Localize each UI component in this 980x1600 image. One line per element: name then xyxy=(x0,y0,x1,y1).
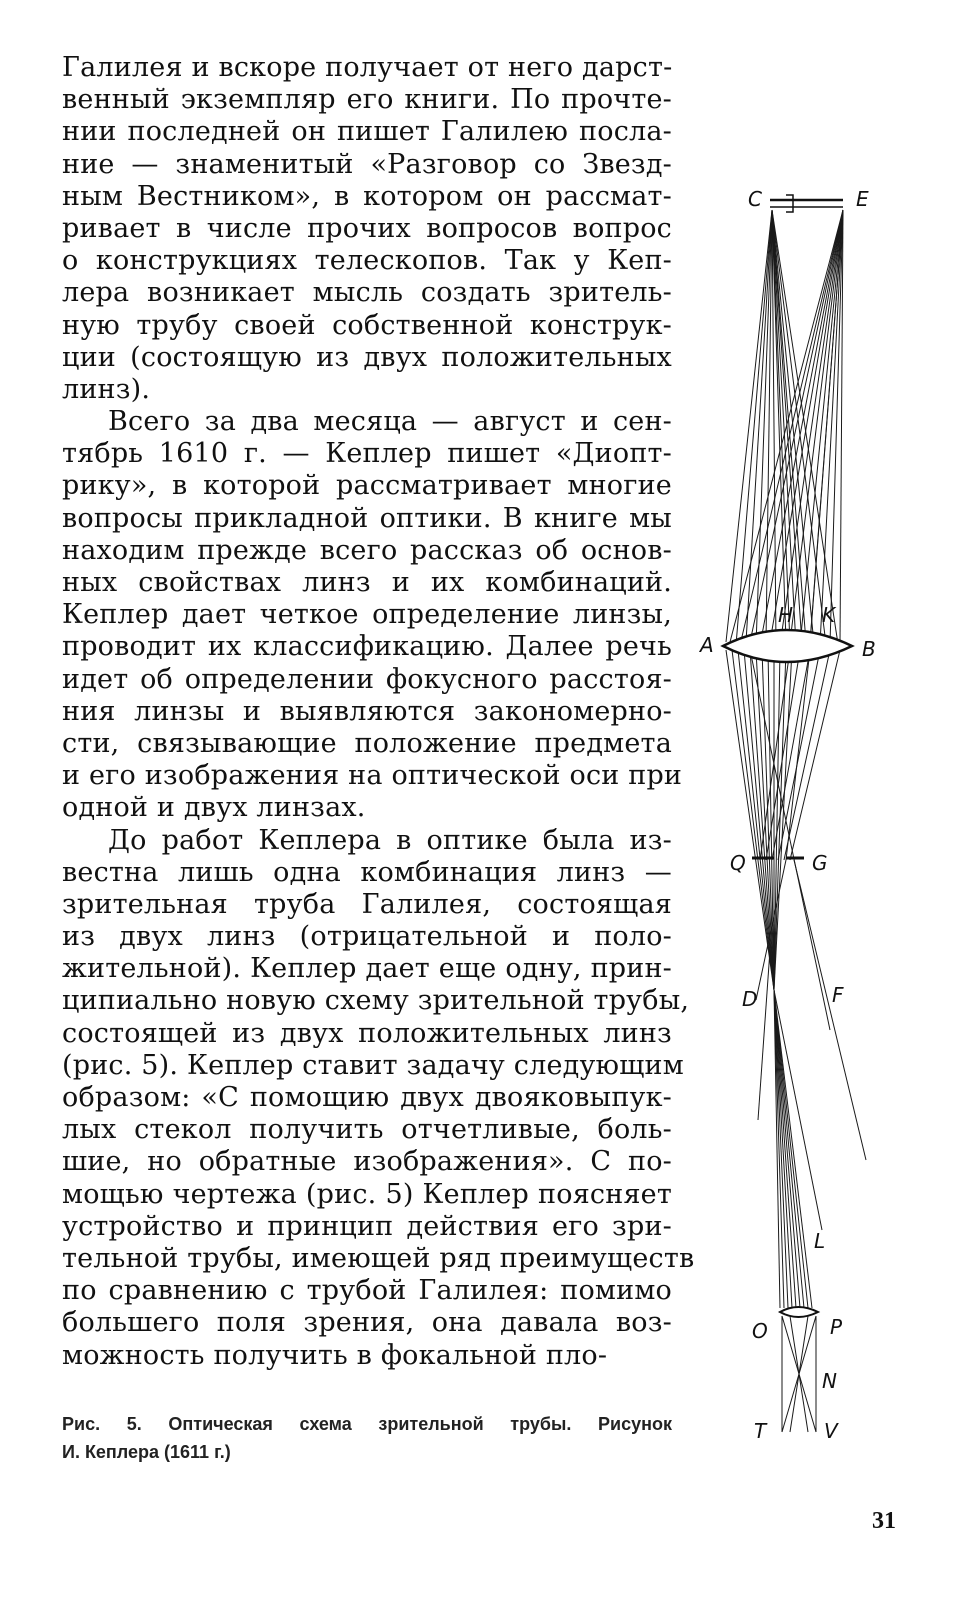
label-O: O xyxy=(752,1319,768,1343)
paragraph xyxy=(62,52,672,406)
text-line: ную трубу своей собственной конструк- xyxy=(62,309,672,341)
objective-lens-CE xyxy=(770,195,843,212)
label-F: F xyxy=(832,983,844,1007)
text-line: о конструкциях телескопов. Так у Кеп- xyxy=(62,245,672,277)
light-ray xyxy=(774,650,786,990)
paragraph xyxy=(62,824,695,1372)
label-C: C xyxy=(748,187,762,211)
text-line: большего поля зрения, она давала воз- xyxy=(62,1307,672,1339)
light-ray xyxy=(726,210,772,642)
eyepiece-lens-OP xyxy=(780,1307,818,1317)
light-rays xyxy=(726,210,866,1432)
label-N: N xyxy=(822,1369,837,1393)
light-ray xyxy=(772,210,838,644)
light-ray xyxy=(758,950,770,1120)
light-ray xyxy=(760,650,790,860)
text-line: образом: «С помощию двух двояковыпук- xyxy=(62,1082,672,1113)
light-ray xyxy=(810,210,843,644)
text-line: из двух линз (отрицательной и поло- xyxy=(62,921,672,953)
light-ray xyxy=(794,860,866,1160)
text-line: состоящей из двух положительных линз xyxy=(62,1017,672,1049)
label-B: B xyxy=(862,637,876,661)
text-line: лых стекол получить отчетливые, боль- xyxy=(62,1114,672,1146)
light-ray xyxy=(774,990,788,1308)
text-line: ния линзы и выявляются закономерно- xyxy=(62,695,672,727)
text-line: можность получить в фокальной пло- xyxy=(62,1339,608,1371)
text-line: вопросы прикладной оптики. В книге мы xyxy=(62,502,672,534)
light-ray xyxy=(772,210,806,642)
text-line: находим прежде всего рассказ об основ- xyxy=(62,534,672,566)
text-line: тябрь 1610 г. — Кеплер пишет «Диопт- xyxy=(62,438,672,470)
light-ray xyxy=(774,990,800,1308)
figure-caption xyxy=(62,1410,672,1466)
text-line: тельной трубы, имеющей ряд преимуществ xyxy=(62,1242,695,1274)
text-line: проводит их классификацию. Далее речь xyxy=(62,631,672,663)
text-line: устройство и принцип действия его зри- xyxy=(62,1210,672,1242)
text-line: ции (состоящую из двух положительных xyxy=(62,341,672,373)
text-line: шие, но обратные изображения». С по- xyxy=(62,1146,672,1178)
label-G: G xyxy=(812,851,828,875)
text-line: и его изображения на оптической оси при xyxy=(62,760,683,792)
light-ray xyxy=(750,650,774,990)
light-ray xyxy=(746,210,772,642)
text-line: зрительная труба Галилея, состоящая xyxy=(62,888,672,920)
text-line: (рис. 5). Кеплер ставит задачу следующим xyxy=(62,1049,684,1081)
text-line: Галилея и вскоре получает от него дарст- xyxy=(62,52,673,83)
light-ray xyxy=(772,210,814,644)
text-line: жительной). Кеплер дает еще одну, прин- xyxy=(62,953,672,985)
label-P: P xyxy=(830,1315,843,1339)
label-H: H xyxy=(778,603,794,627)
text-line: ных свойствах линз и их комбинаций. xyxy=(62,567,672,598)
text-line: идет об определении фокусного расстоя- xyxy=(62,663,672,695)
optical-scheme-svg xyxy=(690,170,920,1450)
text-line: венный экземпляр его книги. По прочте- xyxy=(62,84,672,116)
text-line: рику», в которой рассматривает многие xyxy=(62,470,672,502)
text-line: Всего за два месяца — август и сен- xyxy=(108,406,672,438)
caption-line: И. Кеплера (1611 г.) xyxy=(62,1442,231,1462)
text-line: сти, связывающие положение предмета xyxy=(62,727,672,759)
light-ray xyxy=(790,210,843,642)
text-line: Кеплер дает четкое определение линзы, xyxy=(62,599,672,631)
light-ray xyxy=(740,210,843,645)
text-line: одной и двух линзах. xyxy=(62,792,366,824)
text-line: До работ Кеплера в оптике была из- xyxy=(108,824,672,856)
text-line: линз). xyxy=(62,373,151,405)
text-line: ривает в числе прочих вопросов вопрос xyxy=(62,212,672,244)
text-line: нии последней он пишет Галилею посла- xyxy=(62,116,672,148)
light-ray xyxy=(772,210,826,644)
text-line: вестна лишь одна комбинация линз — xyxy=(62,856,672,888)
label-D: D xyxy=(742,987,758,1011)
label-K: K xyxy=(822,603,836,627)
text-line: мощью чертежа (рис. 5) Кеплер поясняет xyxy=(62,1178,672,1210)
label-V: V xyxy=(824,1419,838,1443)
text-line: ным Вестником», в котором он рассмат- xyxy=(62,180,672,212)
light-ray xyxy=(778,650,820,860)
label-T: T xyxy=(754,1419,767,1443)
label-A: A xyxy=(700,633,714,657)
caption-line: Рис. 5. Оптическая схема зрительной трубы. Рисунок xyxy=(62,1414,672,1434)
label-Q: Q xyxy=(730,851,746,875)
text-line: лера возникает мысль создать зритель- xyxy=(62,277,672,309)
body-text xyxy=(62,52,695,1372)
text-line: ципиально новую схему зрительной трубы, xyxy=(62,985,690,1017)
figure-kepler-telescope-diagram xyxy=(690,170,920,1450)
label-L: L xyxy=(814,1229,826,1253)
text-line: ние — знаменитый «Разговор со Звезд- xyxy=(62,148,672,180)
light-ray xyxy=(726,650,774,990)
page-number: 31 xyxy=(872,1508,896,1534)
text-line: по сравнению с трубой Галилея: помимо xyxy=(62,1275,672,1307)
label-E: E xyxy=(856,187,869,211)
light-ray xyxy=(756,210,772,645)
paragraph xyxy=(62,406,683,824)
